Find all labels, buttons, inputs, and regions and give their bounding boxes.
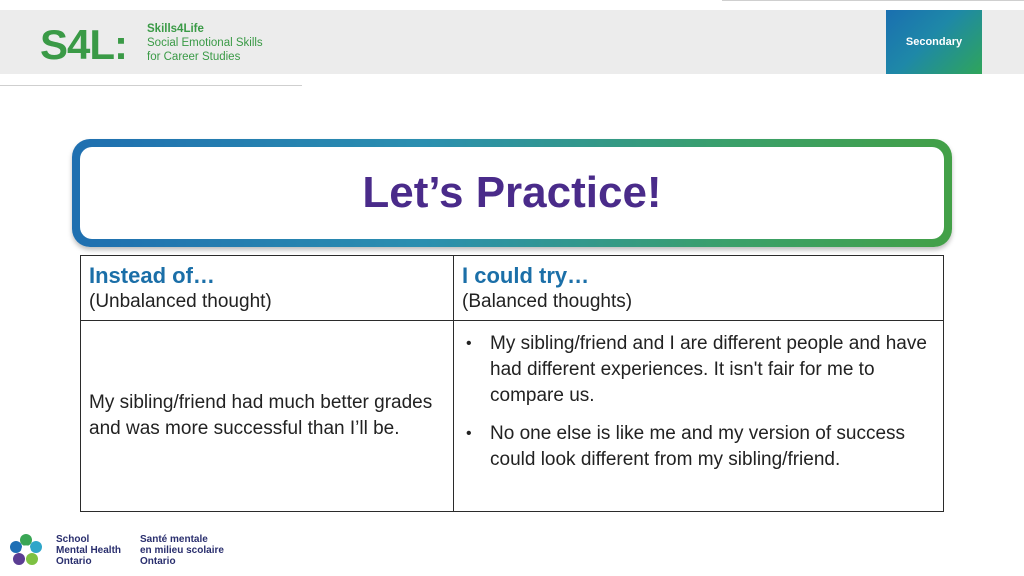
- footer-fr-line-1: Santé mentale: [140, 534, 208, 545]
- balanced-thought-1: My sibling/friend and I are different people and have had different experiences. It isn't fair for me to compare us.: [490, 333, 927, 406]
- tagline-line-2: for Career Studies: [147, 51, 241, 63]
- bullet-icon: •: [466, 425, 472, 442]
- s4l-logo: S4L:: [40, 21, 128, 68]
- balanced-list: [462, 331, 935, 473]
- logo-text: [147, 22, 263, 64]
- smho-flower-icon: [8, 532, 44, 568]
- top-divider: [722, 0, 1024, 1]
- balanced-thought-2: No one else is like me and my version of success could look different from my sibling/friend.: [490, 423, 906, 470]
- col2-title: I could try…: [462, 263, 590, 288]
- tagline-line-1: Social Emotional Skills: [147, 37, 263, 49]
- secondary-badge: [886, 10, 982, 74]
- header-cell-instead: [81, 256, 454, 321]
- table-header-row: [81, 256, 944, 321]
- footer-fr-line-3: Ontario: [140, 556, 176, 567]
- brand-name: Skills4Life: [147, 23, 204, 35]
- table-row: [81, 321, 944, 512]
- title-frame: [72, 139, 952, 247]
- practice-table: [80, 255, 944, 512]
- bullet-icon: •: [466, 335, 472, 352]
- footer-english: [56, 534, 121, 567]
- col1-subtitle: (Unbalanced thought): [89, 291, 272, 312]
- badge-label: Secondary: [905, 36, 963, 48]
- header-cell-try: [454, 256, 944, 321]
- footer-en-line-3: Ontario: [56, 556, 92, 567]
- unbalanced-thought-cell: [81, 321, 454, 512]
- list-item: [462, 331, 935, 409]
- title-box: [80, 147, 944, 239]
- footer-fr-line-2: en milieu scolaire: [140, 545, 224, 556]
- footer-en-line-1: School: [56, 534, 90, 545]
- col1-title: Instead of…: [89, 263, 215, 288]
- balanced-thoughts-cell: [454, 321, 944, 512]
- footer-en-line-2: Mental Health: [56, 545, 122, 556]
- header-divider: [0, 85, 302, 86]
- list-item: [462, 421, 935, 473]
- unbalanced-thought: My sibling/friend had much better grades and was more successful than I’ll be.: [89, 392, 433, 439]
- footer-french: [140, 534, 224, 567]
- col2-subtitle: (Balanced thoughts): [462, 291, 633, 312]
- page-title: Let’s Practice!: [362, 168, 662, 217]
